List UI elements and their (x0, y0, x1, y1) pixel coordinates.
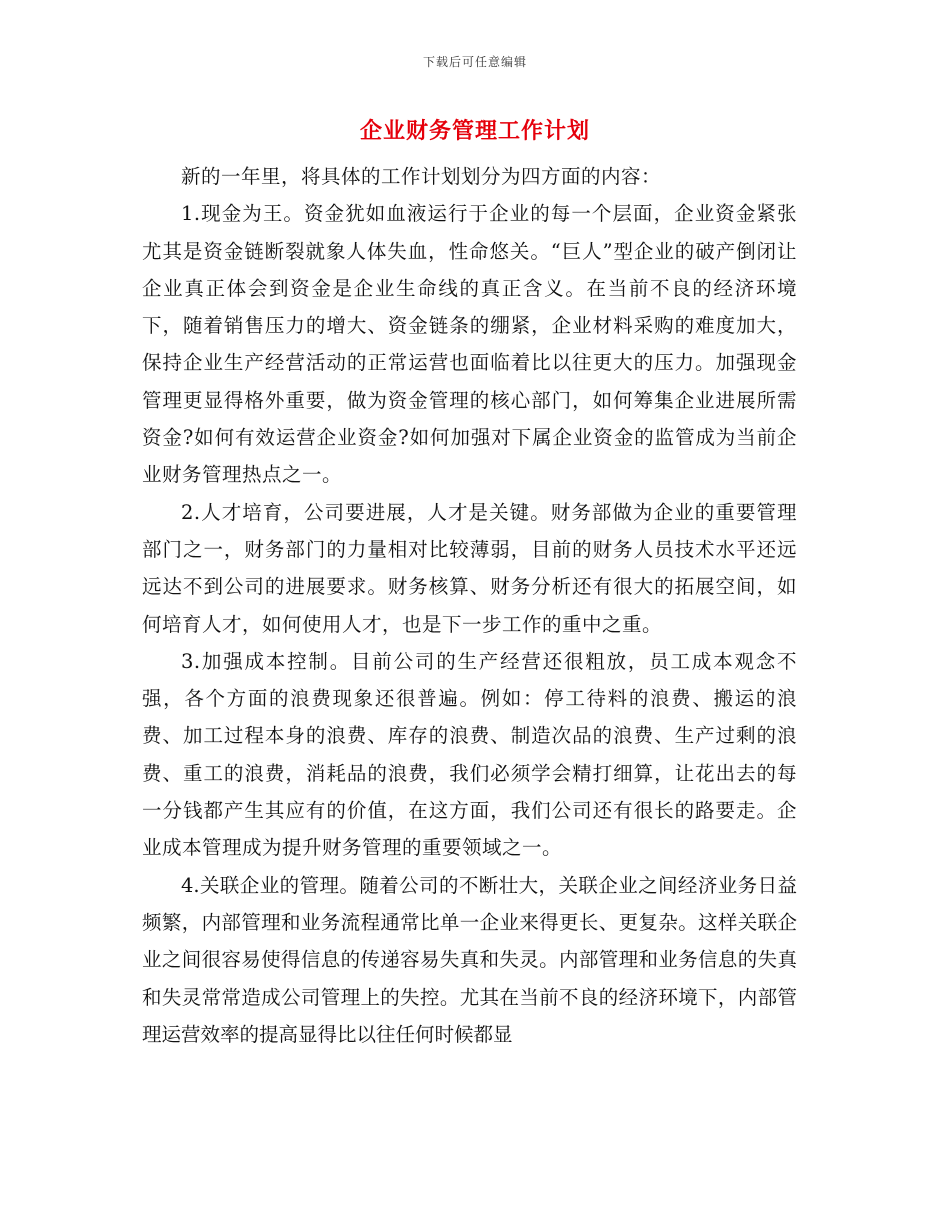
document-body (142, 158, 797, 1053)
paragraph-cost-control: 3.加强成本控制。目前公司的生产经营还很粗放，员工成本观念不强，各个方面的浪费现象还很普遍。例如：停工待料的浪费、搬运的浪费、加工过程本身的浪费、库存的浪费、制造次品的浪费、生产过剩的浪费、重工的浪费，消耗品的浪费，我们必须学会精打细算，让花出去的每一分钱都产生其应有的价值，在这方面，我们公司还有很长的路要走。企业成本管理成为提升财务管理的重要领域之一。 (142, 649, 797, 860)
document-title: 企业财务管理工作计划 (359, 118, 590, 144)
intro-paragraph: 新的一年里，将具体的工作计划划分为四方面的内容： (181, 165, 662, 188)
paragraph-talent-training: 2.人才培育，公司要进展，人才是关键。财务部做为企业的重要管理部门之一，财务部门的力量相对比较薄弱，目前的财务人员技术水平还远远达不到公司的进展要求。财务核算、财务分析还有很大的拓展空间，如何培育人才，如何使用人才，也是下一步工作的重中之重。 (142, 500, 797, 636)
paragraph-cash-management: 1.现金为王。资金犹如血液运行于企业的每一个层面，企业资金紧张尤其是资金链断裂就象人体失血，性命悠关。“巨人”型企业的破产倒闭让企业真正体会到资金是企业生命线的真正含义。在当前不良的经济环境下，随着销售压力的增大、资金链条的绷紧，企业材料采购的难度加大，保持企业生产经营活动的正常运营也面临着比以往更大的压力。加强现金管理更显得格外重要，做为资金管理的核心部门，如何筹集企业进展所需资金?如何有效运营企业资金?如何加强对下属企业资金的监管成为当前企业财务管理热点之一。 (142, 202, 797, 487)
header-note: 下载后可任意编辑 (422, 55, 527, 69)
paragraph-affiliate-management: 4.关联企业的管理。随着公司的不断壮大，关联企业之间经济业务日益频繁，内部管理和业务流程通常比单一企业来得更长、更复杂。这样关联企业之间很容易使得信息的传递容易失真和失灵。内部管理和业务信息的失真和失灵常常造成公司管理上的失控。尤其在当前不良的经济环境下，内部管理运营效率的提高显得比以往任何时候都显 (142, 873, 797, 1046)
